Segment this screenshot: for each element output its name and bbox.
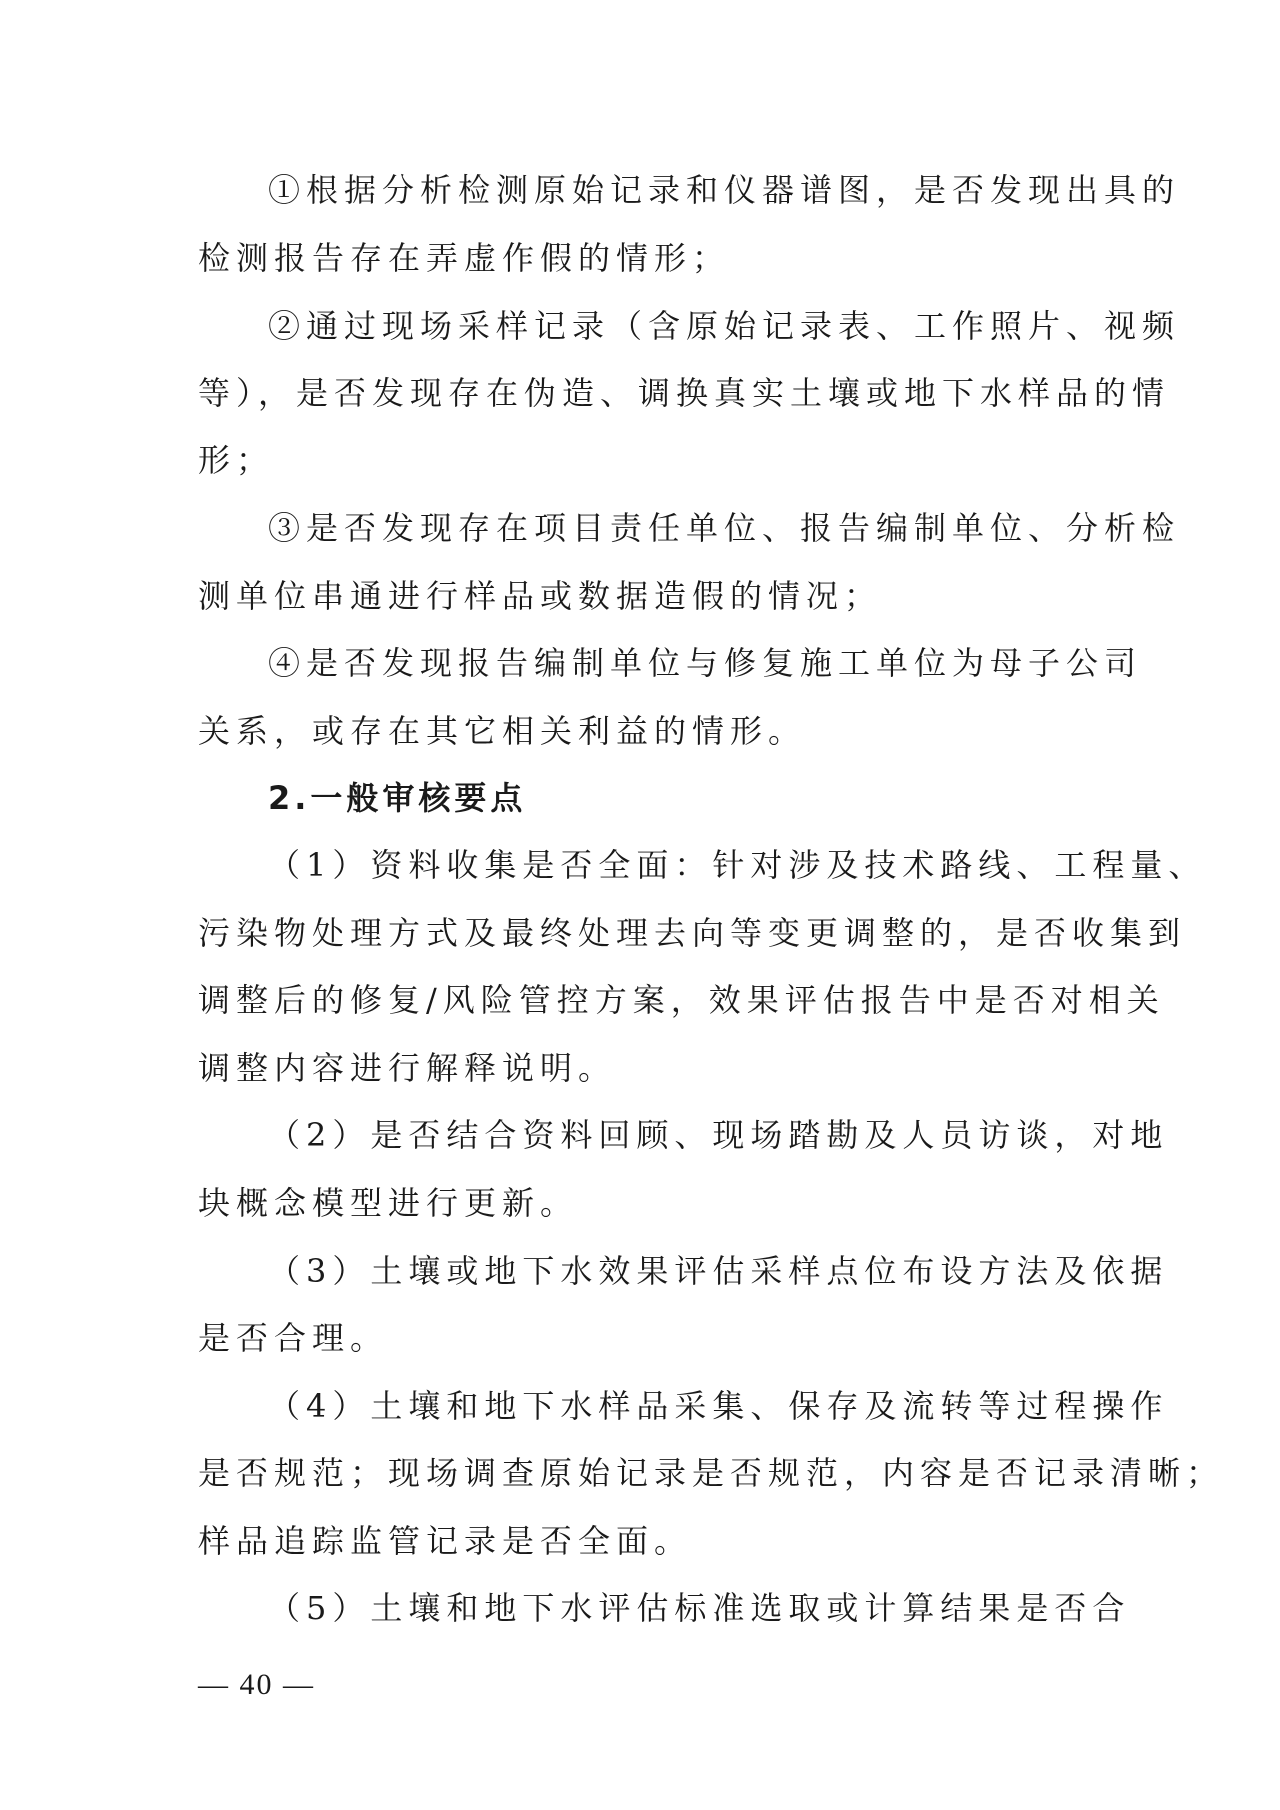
paragraph-2-line-2: 等），是否发现存在伪造、调换真实土壤或地下水样品的情	[198, 374, 1171, 412]
item-4-line-1: （4）土壤和地下水样品采集、保存及流转等过程操作	[268, 1387, 1169, 1425]
item-3-line-2: 是否合理。	[198, 1319, 389, 1357]
item-3-line-1: （3）土壤或地下水效果评估采样点位布设方法及依据	[268, 1252, 1169, 1290]
item-1-line-2: 污染物处理方式及最终处理去向等变更调整的，是否收集到	[198, 914, 1187, 952]
item-4-line-3: 样品追踪监管记录是否全面。	[198, 1522, 693, 1560]
paragraph-4-line-1: ④是否发现报告编制单位与修复施工单位为母子公司	[268, 644, 1143, 682]
paragraph-2-line-1: ②通过现场采样记录（含原始记录表、工作照片、视频	[268, 307, 1181, 345]
item-1-line-3: 调整后的修复/风险管控方案，效果评估报告中是否对相关	[198, 981, 1165, 1019]
paragraph-1-line-2: 检测报告存在弄虚作假的情形；	[198, 239, 731, 277]
section-heading: 2.一般审核要点	[268, 779, 527, 817]
item-4-line-2: 是否规范；现场调查原始记录是否规范，内容是否记录清晰；	[198, 1454, 1225, 1492]
page-number: — 40 —	[198, 1668, 315, 1701]
item-2-line-2: 块概念模型进行更新。	[198, 1184, 579, 1222]
paragraph-3-line-2: 测单位串通进行样品或数据造假的情况；	[198, 577, 883, 615]
paragraph-4-line-2: 关系，或存在其它相关利益的情形。	[198, 712, 807, 750]
item-1-line-1: （1）资料收集是否全面：针对涉及技术路线、工程量、	[268, 846, 1207, 884]
item-2-line-1: （2）是否结合资料回顾、现场踏勘及人员访谈，对地	[268, 1116, 1169, 1154]
item-1-line-4: 调整内容进行解释说明。	[198, 1049, 617, 1087]
paragraph-1-line-1: ①根据分析检测原始记录和仪器谱图，是否发现出具的	[268, 171, 1181, 209]
paragraph-3-line-1: ③是否发现存在项目责任单位、报告编制单位、分析检	[268, 509, 1181, 547]
item-5-line-1: （5）土壤和地下水评估标准选取或计算结果是否合	[268, 1589, 1131, 1627]
paragraph-2-line-3: 形；	[198, 441, 275, 479]
